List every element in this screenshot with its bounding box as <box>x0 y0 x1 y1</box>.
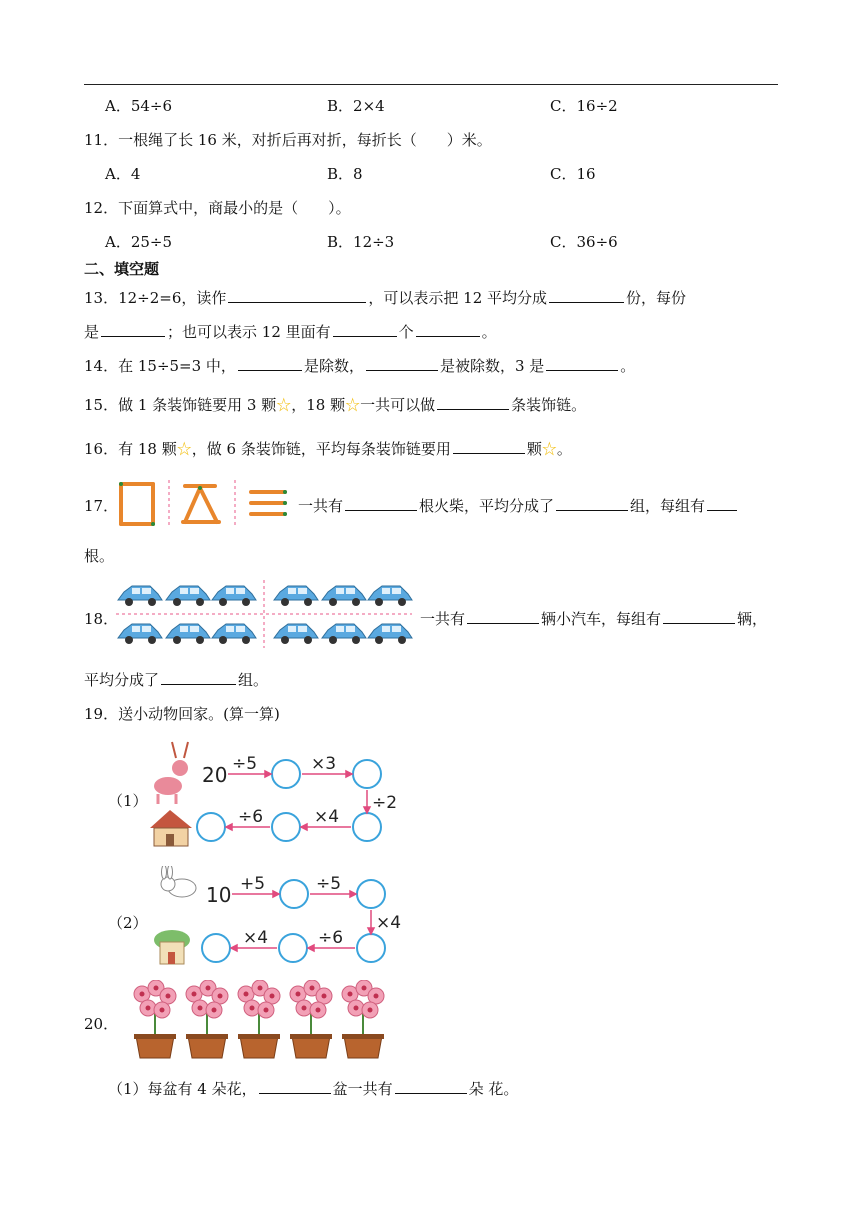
q18-blank-groups[interactable] <box>161 669 236 685</box>
deer-icon <box>154 742 188 804</box>
q13-line2 <box>84 321 497 342</box>
q20-number: 20． <box>84 1015 119 1033</box>
q13-text-7: 。 <box>481 323 497 341</box>
part2-op5: ×4 <box>243 928 269 948</box>
q15-line <box>84 394 586 415</box>
part1-op3: ÷2 <box>372 793 398 813</box>
part1-op2: ×3 <box>311 754 337 774</box>
q12-option-b: B．12÷3 <box>327 233 395 251</box>
q10-option-b: B．2×4 <box>327 97 385 115</box>
q13-blank-unit[interactable] <box>416 321 480 337</box>
q13-blank-count[interactable] <box>333 321 397 337</box>
q15-text-2: ，18 颗 <box>291 396 346 414</box>
flower-pots-illustration <box>122 980 392 1062</box>
q17-blank-each[interactable] <box>707 495 737 511</box>
q17-text-2: 根火柴，平均分成了 <box>419 497 555 515</box>
q17-number: 17． <box>84 497 119 515</box>
part1-start-value: 20 <box>202 763 228 787</box>
mushroom-house-icon <box>154 930 190 964</box>
q13-text-1: 13．12÷2=6，读作 <box>84 289 227 307</box>
q12-stem: 12．下面算式中，商最小的是（ ）。 <box>84 199 351 217</box>
q19-part2-diagram <box>146 866 416 976</box>
q16-blank[interactable] <box>453 438 525 454</box>
q16-text-4: 。 <box>556 440 572 458</box>
flower-pot-icon <box>342 980 384 1058</box>
answer-circle <box>197 813 225 841</box>
q17-blank-groups[interactable] <box>556 495 628 511</box>
answer-circle <box>357 934 385 962</box>
car-icon <box>368 624 412 644</box>
star-icon: ☆ <box>345 396 361 414</box>
flower-pot-icon <box>238 980 280 1058</box>
q14-line <box>84 355 635 376</box>
q16-text-3: 颗 <box>526 440 542 458</box>
answer-circle <box>357 880 385 908</box>
car-icon <box>166 586 210 606</box>
q18-text-3: 辆， <box>737 610 768 628</box>
car-icon <box>274 586 318 606</box>
q14-text-3: 是被除数，3 是 <box>439 357 545 375</box>
q11-stem: 11．一根绳了长 16 米，对折后再对折，每折长（ ）米。 <box>84 131 492 149</box>
car-icon <box>118 586 162 606</box>
part2-op2: ÷5 <box>316 874 342 894</box>
q14-blank-divisor[interactable] <box>238 355 302 371</box>
q15-blank[interactable] <box>437 394 509 410</box>
q12-option-a: A．25÷5 <box>105 233 173 251</box>
q10-option-c: C．16÷2 <box>550 97 618 115</box>
answer-circle <box>272 760 300 788</box>
q18-number: 18． <box>84 610 119 628</box>
answer-circle <box>353 760 381 788</box>
q16-text-1: 16．有 18 颗 <box>84 440 177 458</box>
q13-text-4: 是 <box>84 323 100 341</box>
q13-text-3: 份，每份 <box>626 289 687 307</box>
part2-op3: ×4 <box>376 913 402 933</box>
q14-text-2: 是除数， <box>303 357 364 375</box>
q11-option-a: A．4 <box>105 165 141 183</box>
star-icon: ☆ <box>276 396 292 414</box>
section-heading: 二、填空题 <box>84 260 160 278</box>
q15-text-3: 一共可以做 <box>360 396 436 414</box>
part1-op5: ÷6 <box>238 807 264 827</box>
q18-blank-total[interactable] <box>467 608 539 624</box>
house-icon <box>150 810 192 846</box>
q13-blank-each[interactable] <box>101 321 165 337</box>
q19-part2-label: （2） <box>108 914 148 932</box>
matchsticks-illustration <box>115 478 295 530</box>
answer-circle <box>272 813 300 841</box>
q17-text-4: 根。 <box>84 547 115 565</box>
q20-sub1 <box>108 1078 518 1099</box>
q11-option-c: C．16 <box>550 165 596 183</box>
car-icon <box>212 624 256 644</box>
q20-blank-pots[interactable] <box>259 1078 331 1094</box>
q13-text-2: ，可以表示把 12 平均分成 <box>368 289 548 307</box>
q10-option-a: A．54÷6 <box>105 97 173 115</box>
q20-blank-flowers[interactable] <box>395 1078 467 1094</box>
flower-pot-icon <box>290 980 332 1058</box>
q14-blank-dividend[interactable] <box>366 355 438 371</box>
q14-text-4: 。 <box>620 357 636 375</box>
car-icon <box>322 624 366 644</box>
q17-line1 <box>298 495 739 516</box>
answer-circle <box>279 934 307 962</box>
q20-text-3: 朵 花。 <box>468 1080 519 1098</box>
star-icon: ☆ <box>541 440 557 458</box>
star-icon: ☆ <box>176 440 192 458</box>
answer-circle <box>353 813 381 841</box>
car-icon <box>322 586 366 606</box>
q18-text-5: 组。 <box>238 671 269 689</box>
flower-pot-icon <box>134 980 176 1058</box>
q16-line <box>84 438 572 459</box>
part2-start-value: 10 <box>206 883 232 907</box>
q12-option-c: C．36÷6 <box>550 233 618 251</box>
q13-line1 <box>84 287 686 308</box>
q18-blank-each[interactable] <box>663 608 735 624</box>
q16-text-2: ，做 6 条装饰链，平均每条装饰链要用 <box>191 440 451 458</box>
q14-blank-quotient[interactable] <box>546 355 618 371</box>
q17-text-1: 一共有 <box>298 497 344 515</box>
car-icon <box>118 624 162 644</box>
q18-text-1: 一共有 <box>420 610 466 628</box>
car-icon <box>274 624 318 644</box>
car-icon <box>212 586 256 606</box>
q20-text-2: 盆一共有 <box>332 1080 393 1098</box>
car-icon <box>166 624 210 644</box>
q19-part1-diagram <box>146 736 416 851</box>
cars-illustration <box>114 578 414 650</box>
part2-op4: ÷6 <box>318 928 344 948</box>
q17-blank-total[interactable] <box>345 495 417 511</box>
part2-op1: +5 <box>240 874 266 894</box>
q18-text-2: 辆小汽车，每组有 <box>541 610 662 628</box>
q13-text-6: 个 <box>398 323 414 341</box>
rabbit-icon <box>161 866 196 897</box>
car-icon <box>368 586 412 606</box>
q19-stem: 19．送小动物回家。(算一算) <box>84 705 280 723</box>
q14-text-1: 14．在 15÷5=3 中， <box>84 357 236 375</box>
q15-text-4: 条装饰链。 <box>511 396 587 414</box>
q18-text-4: 平均分成了 <box>84 671 160 689</box>
answer-circle <box>280 880 308 908</box>
q19-part1-label: （1） <box>108 792 148 810</box>
q18-line2 <box>84 669 268 690</box>
part1-op1: ÷5 <box>232 754 258 774</box>
header-rule <box>84 84 778 85</box>
flower-pot-icon <box>186 980 228 1058</box>
q15-text-1: 15．做 1 条装饰链要用 3 颗 <box>84 396 277 414</box>
answer-circle <box>202 934 230 962</box>
q13-blank-parts[interactable] <box>549 287 624 303</box>
q20-text-1: （1）每盆有 4 朵花， <box>108 1080 257 1098</box>
part1-op4: ×4 <box>314 807 340 827</box>
q13-text-5: ；也可以表示 12 里面有 <box>167 323 331 341</box>
q18-line1 <box>420 608 767 629</box>
q13-blank-read[interactable] <box>228 287 366 303</box>
q17-text-3: 组，每组有 <box>630 497 706 515</box>
q11-option-b: B．8 <box>327 165 363 183</box>
